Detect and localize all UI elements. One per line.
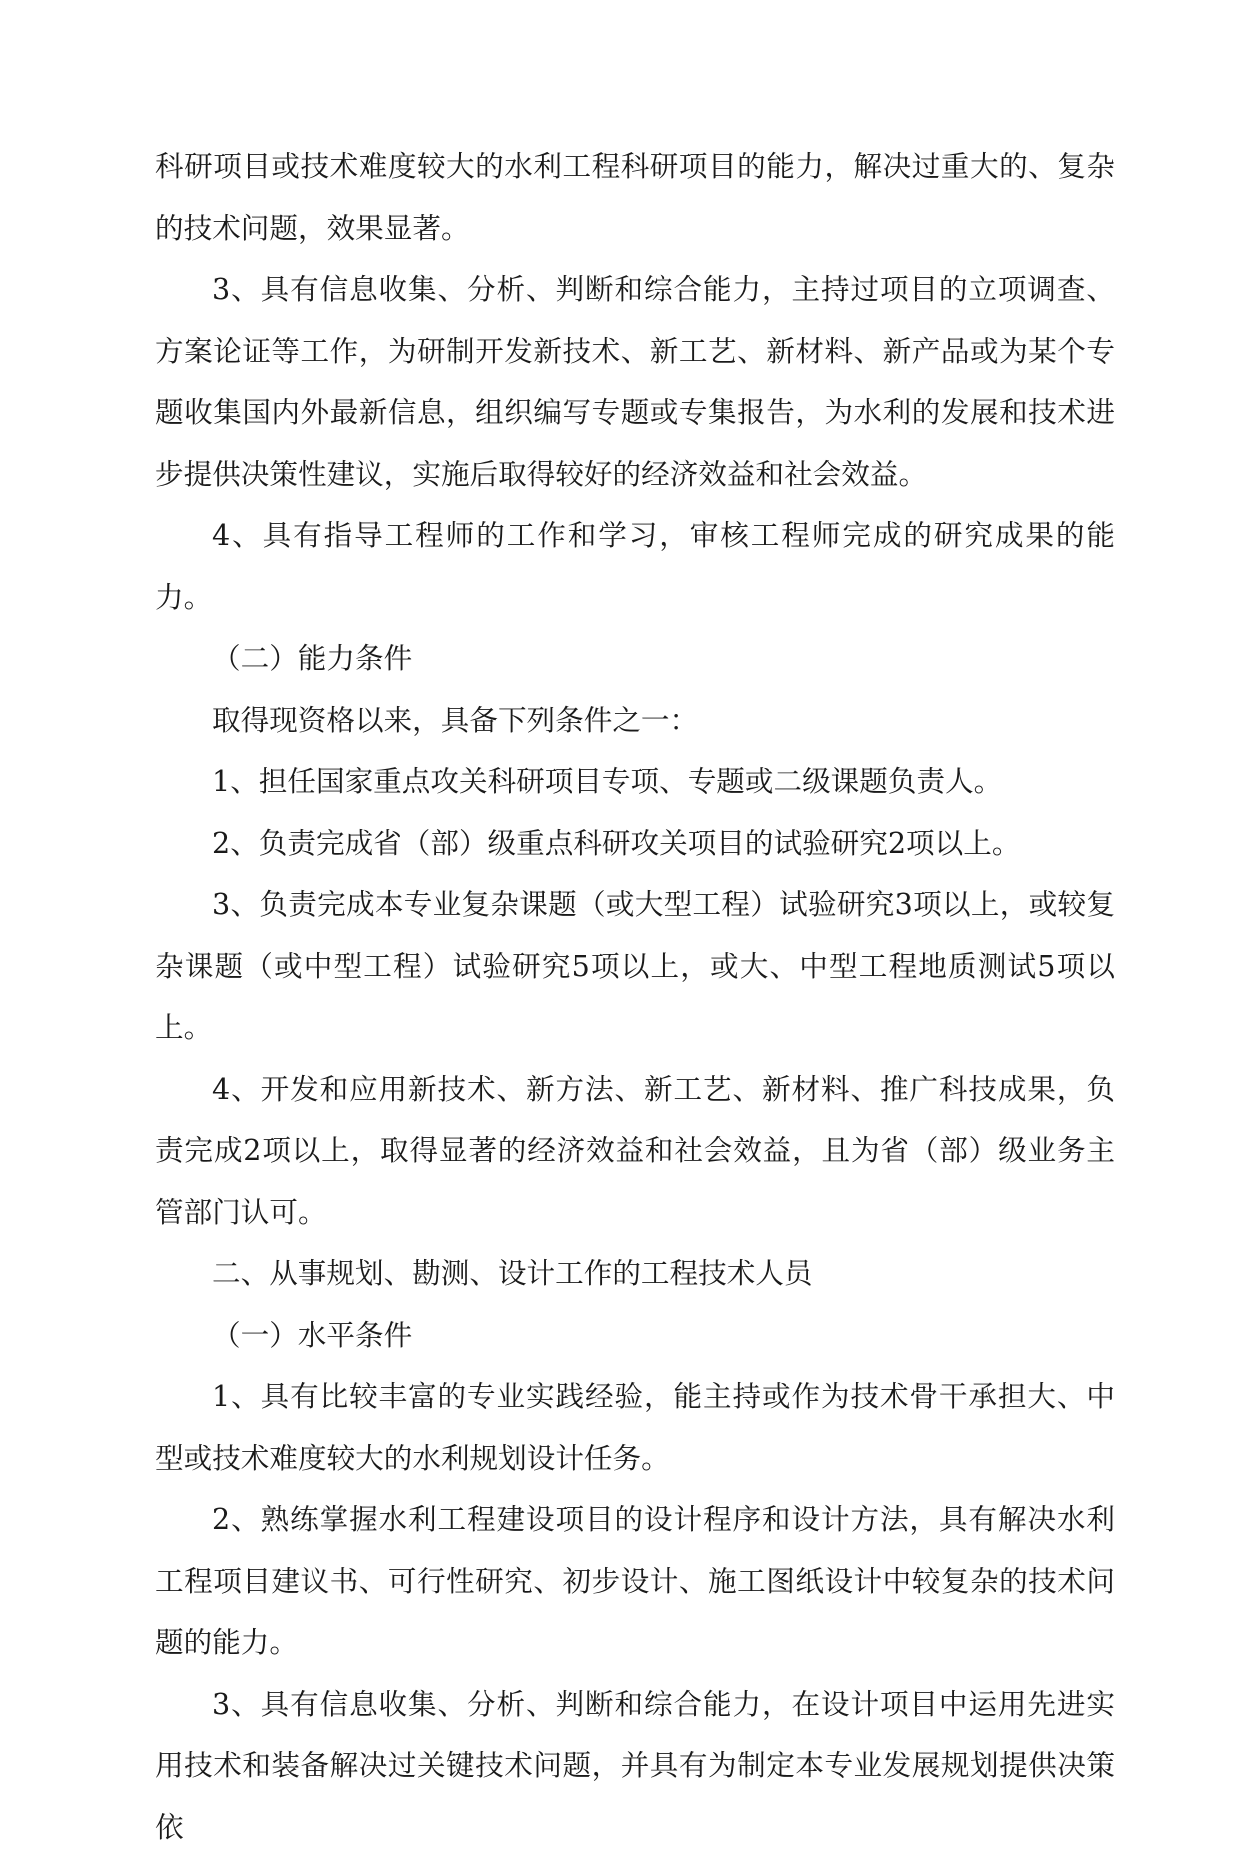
- paragraph-condition-2: 2、负责完成省（部）级重点科研攻关项目的试验研究2项以上。: [155, 813, 1115, 875]
- paragraph-item-3-info: 3、具有信息收集、分析、判断和综合能力，主持过项目的立项调查、方案论证等工作，为研制开发新技术、新工艺、新材料、新产品或为某个专题收集国内外最新信息，组织编写专题或专集报告，为水利的发展和技术进步提供决策性建议，实施后取得较好的经济效益和社会效益。: [155, 259, 1115, 505]
- document-body: [155, 136, 1115, 1858]
- paragraph-condition-3: 3、负责完成本专业复杂课题（或大型工程）试验研究3项以上，或较复杂课题（或中型工程）试验研究5项以上，或大、中型工程地质测试5项以上。: [155, 874, 1115, 1059]
- paragraph-condition-4: 4、开发和应用新技术、新方法、新工艺、新材料、推广科技成果，负责完成2项以上，取得显著的经济效益和社会效益，且为省（部）级业务主管部门认可。: [155, 1059, 1115, 1244]
- paragraph-level-2: 2、熟练掌握水利工程建设项目的设计程序和设计方法，具有解决水利工程项目建议书、可行性研究、初步设计、施工图纸设计中较复杂的技术问题的能力。: [155, 1489, 1115, 1674]
- paragraph-item-4-guidance: 4、具有指导工程师的工作和学习，审核工程师完成的研究成果的能力。: [155, 505, 1115, 628]
- paragraph-level-1: 1、具有比较丰富的专业实践经验，能主持或作为技术骨干承担大、中型或技术难度较大的水利规划设计任务。: [155, 1366, 1115, 1489]
- paragraph-condition-1: 1、担任国家重点攻关科研项目专项、专题或二级课题负责人。: [155, 751, 1115, 813]
- section-heading-planning: 二、从事规划、勘测、设计工作的工程技术人员: [155, 1243, 1115, 1305]
- subsection-heading-level: （一）水平条件: [155, 1305, 1115, 1367]
- paragraph-intro-conditions: 取得现资格以来，具备下列条件之一：: [155, 690, 1115, 752]
- paragraph-level-3: 3、具有信息收集、分析、判断和综合能力，在设计项目中运用先进实用技术和装备解决过关键技术问题，并具有为制定本专业发展规划提供决策依: [155, 1674, 1115, 1858]
- paragraph-continuation: 科研项目或技术难度较大的水利工程科研项目的能力，解决过重大的、复杂的技术问题，效果显著。: [155, 136, 1115, 259]
- section-heading-ability: （二）能力条件: [155, 628, 1115, 690]
